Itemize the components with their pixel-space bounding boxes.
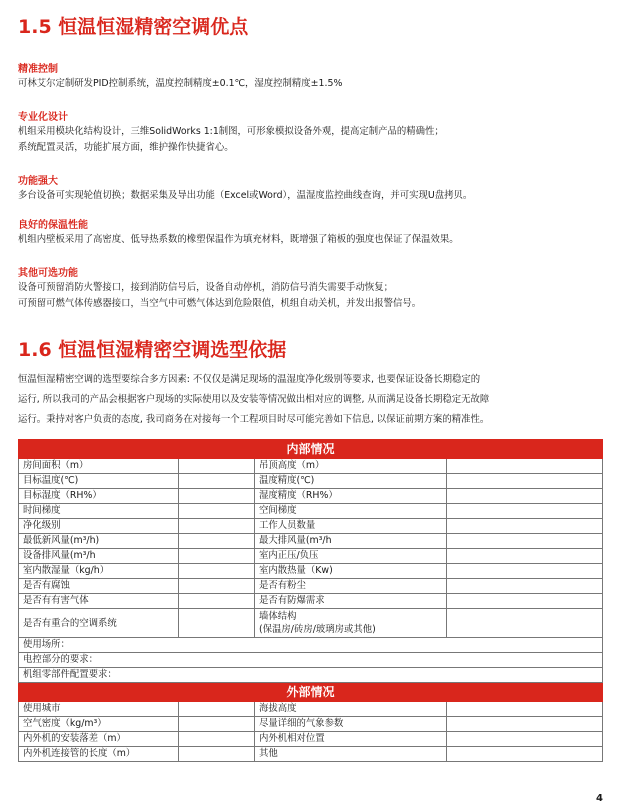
feature-professional-design xyxy=(18,111,608,156)
value-cell[interactable] xyxy=(179,732,255,747)
value-cell[interactable] xyxy=(447,579,603,594)
value-cell[interactable] xyxy=(179,489,255,504)
intro-line: 运行。秉持对客户负责的态度, 我司商务在对接每一个工程项目时尽可能完善如下信息, 以保证前期方案的精准性。 xyxy=(18,414,490,425)
table-row xyxy=(19,717,603,732)
internal-header-row xyxy=(19,440,603,459)
selection-intro xyxy=(18,370,608,430)
value-cell[interactable] xyxy=(179,747,255,762)
feature-powerful xyxy=(18,175,608,204)
row-label: 是否有腐蚀 xyxy=(19,579,179,594)
feature-title: 专业化设计 xyxy=(18,112,68,123)
value-cell[interactable] xyxy=(179,702,255,717)
table-row xyxy=(19,504,603,519)
row-label: 吊顶高度（m） xyxy=(255,459,447,474)
row-label: 目标湿度（RH%） xyxy=(19,489,179,504)
feature-insulation xyxy=(18,219,608,248)
row-label: 使用城市 xyxy=(19,702,179,717)
row-label: 工作人员数量 xyxy=(255,519,447,534)
value-cell[interactable] xyxy=(179,717,255,732)
value-cell[interactable] xyxy=(447,702,603,717)
table-row-full xyxy=(19,653,603,668)
value-cell[interactable] xyxy=(447,549,603,564)
row-label: 其他 xyxy=(255,747,447,762)
feature-line: 系统配置灵活，功能扩展方面，维护操作快捷省心。 xyxy=(18,142,234,153)
value-cell[interactable] xyxy=(447,609,603,638)
feature-line: 多台设备可实现轮值切换；数据采集及导出功能（Excel或Word），温湿度监控曲线查询，并可实现U盘拷贝。 xyxy=(18,190,473,201)
row-label: 内外机相对位置 xyxy=(255,732,447,747)
row-label: 时间梯度 xyxy=(19,504,179,519)
value-cell[interactable] xyxy=(179,474,255,489)
external-header-row xyxy=(19,683,603,702)
table-row-full xyxy=(19,638,603,653)
value-cell[interactable] xyxy=(179,564,255,579)
full-row-label[interactable]: 机组零部件配置要求： xyxy=(19,668,603,683)
row-label: 是否有粉尘 xyxy=(255,579,447,594)
table-row xyxy=(19,549,603,564)
table-row xyxy=(19,594,603,609)
value-cell[interactable] xyxy=(447,564,603,579)
table-row xyxy=(19,564,603,579)
row-label: 空间梯度 xyxy=(255,504,447,519)
value-cell[interactable] xyxy=(447,747,603,762)
row-label: 室内正压/负压 xyxy=(255,549,447,564)
table-row xyxy=(19,747,603,762)
internal-header: 内部情况 xyxy=(19,440,603,459)
feature-precise-control xyxy=(18,63,608,92)
table-row xyxy=(19,489,603,504)
value-cell[interactable] xyxy=(447,717,603,732)
value-cell[interactable] xyxy=(179,534,255,549)
value-cell[interactable] xyxy=(179,609,255,638)
table-row-wall xyxy=(19,609,603,638)
row-label: 空气密度（kg/m³） xyxy=(19,717,179,732)
row-label: 最低新风量(m³/h) xyxy=(19,534,179,549)
value-cell[interactable] xyxy=(447,519,603,534)
value-cell[interactable] xyxy=(447,504,603,519)
row-label: 湿度精度（RH%） xyxy=(255,489,447,504)
selection-table xyxy=(18,439,603,762)
table-row xyxy=(19,732,603,747)
row-label: 海拔高度 xyxy=(255,702,447,717)
value-cell[interactable] xyxy=(447,534,603,549)
row-label: 净化级别 xyxy=(19,519,179,534)
value-cell[interactable] xyxy=(447,732,603,747)
row-label: 内外机连接管的长度（m） xyxy=(19,747,179,762)
feature-line: 机组内壁板采用了高密度、低导热系数的橡塑保温作为填充材料，既增强了箱板的强度也保证了保温效果。 xyxy=(18,234,459,245)
full-row-label[interactable]: 电控部分的要求： xyxy=(19,653,603,668)
table-row xyxy=(19,702,603,717)
feature-line: 设备可预留消防火警接口，接到消防信号后，设备自动停机，消防信号消失需要手动恢复； xyxy=(18,282,394,293)
value-cell[interactable] xyxy=(179,519,255,534)
row-label: 是否有有害气体 xyxy=(19,594,179,609)
feature-line: 可预留可燃气体传感器接口，当空气中可燃气体达到危险限值，机组自动关机，并发出报警信号。 xyxy=(18,298,422,309)
feature-title: 良好的保温性能 xyxy=(18,220,88,231)
row-label: 是否有防爆需求 xyxy=(255,594,447,609)
wall-label-line: (保温房/砖房/玻璃房或其他) xyxy=(259,624,376,635)
table-row xyxy=(19,459,603,474)
row-label: 温度精度(℃) xyxy=(255,474,447,489)
value-cell[interactable] xyxy=(447,474,603,489)
table-row xyxy=(19,579,603,594)
feature-optional xyxy=(18,267,608,312)
intro-line: 运行, 所以我司的产品会根据客户现场的实际使用以及安装等情况做出相对应的调整, 从而满足设备长期稳定无故障 xyxy=(18,394,490,405)
table-row-full xyxy=(19,668,603,683)
page-number: 4 xyxy=(596,793,603,804)
row-label-wall xyxy=(255,609,447,638)
value-cell[interactable] xyxy=(179,579,255,594)
table-row xyxy=(19,519,603,534)
row-label: 室内散热量（Kw) xyxy=(255,564,447,579)
wall-label-line: 墙体结构 xyxy=(259,611,297,622)
value-cell[interactable] xyxy=(447,594,603,609)
feature-line: 机组采用模块化结构设计，三维SolidWorks 1:1制图，可形象模拟设备外观，提高定制产品的精确性； xyxy=(18,126,444,137)
value-cell[interactable] xyxy=(447,459,603,474)
row-label: 内外机的安装落差（m） xyxy=(19,732,179,747)
feature-line: 可林艾尔定制研发PID控制系统，温度控制精度±0.1℃，湿度控制精度±1.5% xyxy=(18,78,343,89)
value-cell[interactable] xyxy=(447,489,603,504)
value-cell[interactable] xyxy=(179,549,255,564)
feature-title: 精准控制 xyxy=(18,64,58,75)
section-1-5-title: 1.5 恒温恒湿精密空调优点 xyxy=(18,16,249,38)
row-label: 室内散湿量（kg/h） xyxy=(19,564,179,579)
row-label: 设备排风量(m³/h xyxy=(19,549,179,564)
table-row xyxy=(19,534,603,549)
value-cell[interactable] xyxy=(179,594,255,609)
value-cell[interactable] xyxy=(179,504,255,519)
row-label: 是否有重合的空调系统 xyxy=(19,609,179,638)
intro-line: 恒温恒湿精密空调的选型要综合多方因素: 不仅仅是满足现场的温湿度净化级别等要求, 也要保证设备长期稳定的 xyxy=(18,374,481,385)
feature-title: 功能强大 xyxy=(18,176,58,187)
row-label: 尽量详细的气象参数 xyxy=(255,717,447,732)
row-label: 房间面积（m） xyxy=(19,459,179,474)
table-row xyxy=(19,474,603,489)
row-label: 最大排风量(m³/h xyxy=(255,534,447,549)
external-header: 外部情况 xyxy=(19,683,603,702)
feature-title: 其他可选功能 xyxy=(18,268,78,279)
full-row-label[interactable]: 使用场所： xyxy=(19,638,603,653)
section-1-6-title: 1.6 恒温恒湿精密空调选型依据 xyxy=(18,339,287,361)
value-cell[interactable] xyxy=(179,459,255,474)
row-label: 目标温度(℃) xyxy=(19,474,179,489)
